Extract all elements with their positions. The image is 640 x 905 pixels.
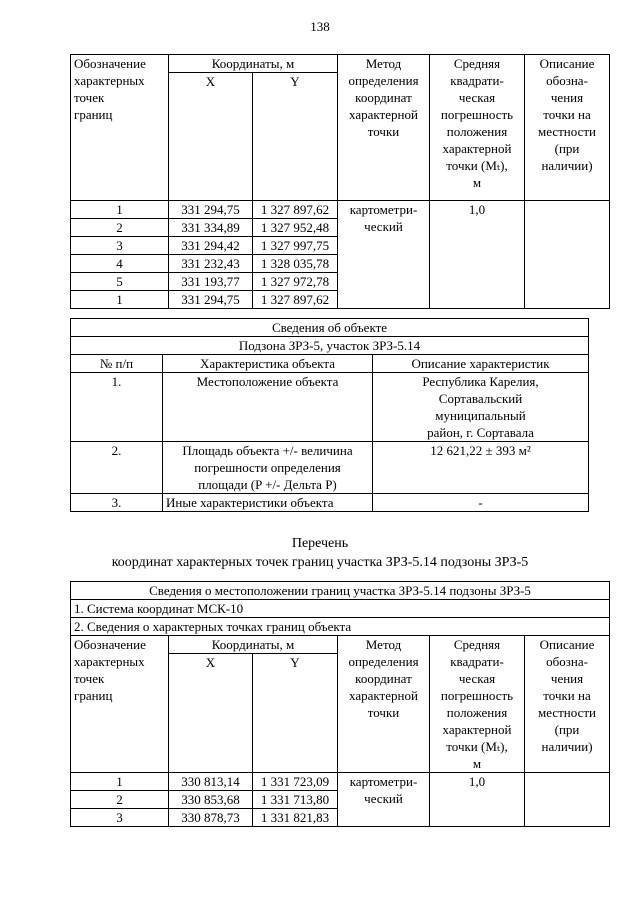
row-description: 12 621,22 ± 393 м² [373,442,589,494]
header-description: Описание обозна- чения точки на местности (при наличии) [525,55,610,201]
coord-x: 331 334,89 [169,219,253,237]
coord-x: 331 193,77 [169,273,253,291]
header-y: Y [253,654,338,773]
row-number: 3. [71,494,163,512]
coordinates-table-2 [70,581,610,827]
location-title: Сведения о местоположении границ участка ЗРЗ-5.14 подзоны ЗРЗ-5 [71,582,610,600]
point-number: 2 [71,791,169,809]
point-number: 3 [71,809,169,827]
method-value: картометри- ческий [338,201,430,309]
coord-y: 1 327 897,62 [253,291,338,309]
header-y: Y [253,73,338,201]
method-value: картометри- ческий [338,773,430,827]
object-info-subtitle: Подзона ЗРЗ-5, участок ЗРЗ-5.14 [71,337,589,355]
header-mean-error: Средняя квадрати- ческая погрешность положения характерной точки (Mₜ), м [430,636,525,773]
table-row [71,201,610,219]
point-number: 1 [71,201,169,219]
points-section-title: 2. Сведения о характерных точках границ объекта [71,618,610,636]
point-number: 1 [71,773,169,791]
header-x: X [169,654,253,773]
object-info-title: Сведения об объекте [71,319,589,337]
table3-body [71,773,610,827]
table1-body [71,201,610,309]
row-description: Республика Карелия, Сортавальский муниципальный район, г. Сортавала [373,373,589,442]
point-number: 1 [71,291,169,309]
coord-y: 1 327 997,75 [253,237,338,255]
heading-line-2: координат характерных точек границ участка ЗРЗ-5.14 подзоны ЗРЗ-5 [111,555,529,570]
coord-y: 1 327 897,62 [253,201,338,219]
coordinates-table-1 [70,54,610,309]
point-number: 3 [71,237,169,255]
coord-y: 1 327 952,48 [253,219,338,237]
object-info-table [70,318,589,512]
row-characteristic: Площадь объекта +/- величина погрешности определения площади (P +/- Дельта P) [163,442,373,494]
header-method: Метод определения координат характерной точки [338,636,430,773]
mean-error-value: 1,0 [430,201,525,309]
header-description: Описание обозна- чения точки на местности (при наличии) [525,636,610,773]
coord-x: 330 853,68 [169,791,253,809]
row-description: - [373,494,589,512]
header-method: Метод определения координат характерной точки [338,55,430,201]
header-x: X [169,73,253,201]
col-header-description: Описание характеристик [373,355,589,373]
section-heading [0,534,640,572]
table-row [71,773,610,791]
coord-x: 330 878,73 [169,809,253,827]
header-coordinates: Координаты, м [169,636,338,654]
coord-y: 1 331 821,83 [253,809,338,827]
coord-y: 1 331 713,80 [253,791,338,809]
coord-x: 331 232,43 [169,255,253,273]
coord-x: 331 294,75 [169,291,253,309]
coord-x: 330 813,14 [169,773,253,791]
coord-x: 331 294,42 [169,237,253,255]
point-number: 4 [71,255,169,273]
coord-y: 1 328 035,78 [253,255,338,273]
row-number: 2. [71,442,163,494]
point-number: 2 [71,219,169,237]
header-designation: Обозначение характерных точек границ [71,636,169,773]
description-value [525,201,610,309]
row-characteristic: Местоположение объекта [163,373,373,442]
heading-line-1: Перечень [291,536,349,551]
page-number: 138 [310,19,330,34]
col-header-number: № п/п [71,355,163,373]
row-characteristic: Иные характеристики объекта [163,494,373,512]
coord-x: 331 294,75 [169,201,253,219]
header-mean-error: Средняя квадрати- ческая погрешность положения характерной точки (Mₜ), м [430,55,525,201]
header-designation: Обозначение характерных точек границ [71,55,169,201]
row-number: 1. [71,373,163,442]
coordinate-system: 1. Система координат МСК-10 [71,600,610,618]
mean-error-value: 1,0 [430,773,525,827]
coord-y: 1 331 723,09 [253,773,338,791]
description-value [525,773,610,827]
col-header-characteristic: Характеристика объекта [163,355,373,373]
coord-y: 1 327 972,78 [253,273,338,291]
header-coordinates: Координаты, м [169,55,338,73]
point-number: 5 [71,273,169,291]
